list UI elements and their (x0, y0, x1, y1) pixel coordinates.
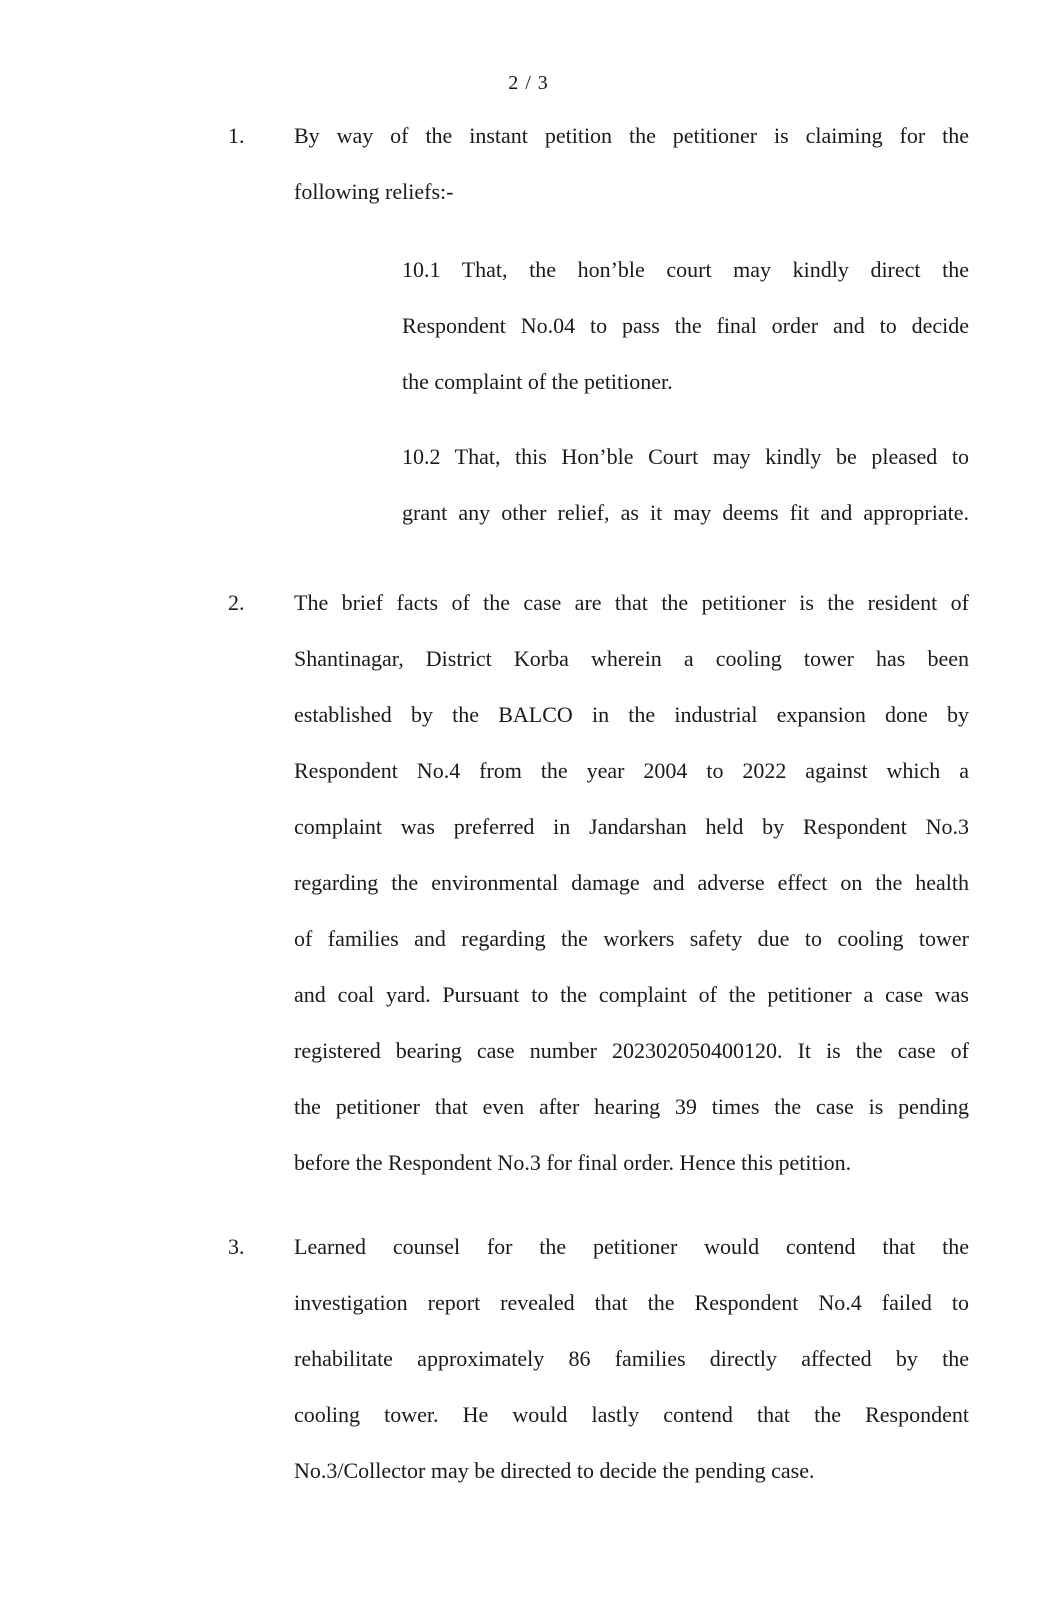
text-line: investigation report revealed that the Respondent No.4 failed to (294, 1290, 969, 1315)
paragraph-text (294, 121, 969, 233)
relief-10-1 (402, 255, 969, 423)
text-line: Shantinagar, District Korba wherein a cooling tower has been (294, 646, 969, 671)
text-line: registered bearing case number 202302050400120. It is the case of (294, 1038, 969, 1063)
text-line: complaint was preferred in Jandarshan held by Respondent No.3 (294, 814, 969, 839)
text-line: following reliefs:- (294, 179, 454, 204)
text-line: 10.1 That, the hon’ble court may kindly direct the (402, 257, 969, 282)
paragraph-number: 2. (228, 590, 245, 615)
text-line: of families and regarding the workers safety due to cooling tower (294, 926, 969, 951)
page-number: 2 / 3 (508, 72, 549, 94)
text-line: rehabilitate approximately 86 families directly affected by the (294, 1346, 969, 1371)
text-line: 10.2 That, this Hon’ble Court may kindly be pleased to (402, 444, 969, 469)
text-line: cooling tower. He would lastly contend that the Respondent (294, 1402, 969, 1427)
text-line: By way of the instant petition the petitioner is claiming for the (294, 123, 969, 148)
text-line: The brief facts of the case are that the petitioner is the resident of (294, 590, 969, 615)
text-line: No.3/Collector may be directed to decide the pending case. (294, 1458, 815, 1483)
text-line: grant any other relief, as it may deems fit and appropriate. (402, 500, 969, 525)
paragraph-text (294, 588, 969, 1204)
text-line: established by the BALCO in the industrial expansion done by (294, 702, 969, 727)
text-line: before the Respondent No.3 for final order. Hence this petition. (294, 1150, 852, 1175)
text-line: Respondent No.04 to pass the final order and to decide (402, 313, 969, 338)
paragraph-number: 3. (228, 1234, 245, 1259)
text-line: Learned counsel for the petitioner would contend that the (294, 1234, 969, 1259)
text-line: Respondent No.4 from the year 2004 to 2022 against which a (294, 758, 969, 783)
text-line: the complaint of the petitioner. (402, 369, 673, 394)
text-line: the petitioner that even after hearing 39 times the case is pending (294, 1094, 969, 1119)
relief-10-2 (402, 442, 969, 554)
paragraph-number: 1. (228, 123, 245, 148)
text-line: regarding the environmental damage and adverse effect on the health (294, 870, 969, 895)
text-line: and coal yard. Pursuant to the complaint of the petitioner a case was (294, 982, 969, 1007)
paragraph-text (294, 1232, 969, 1512)
